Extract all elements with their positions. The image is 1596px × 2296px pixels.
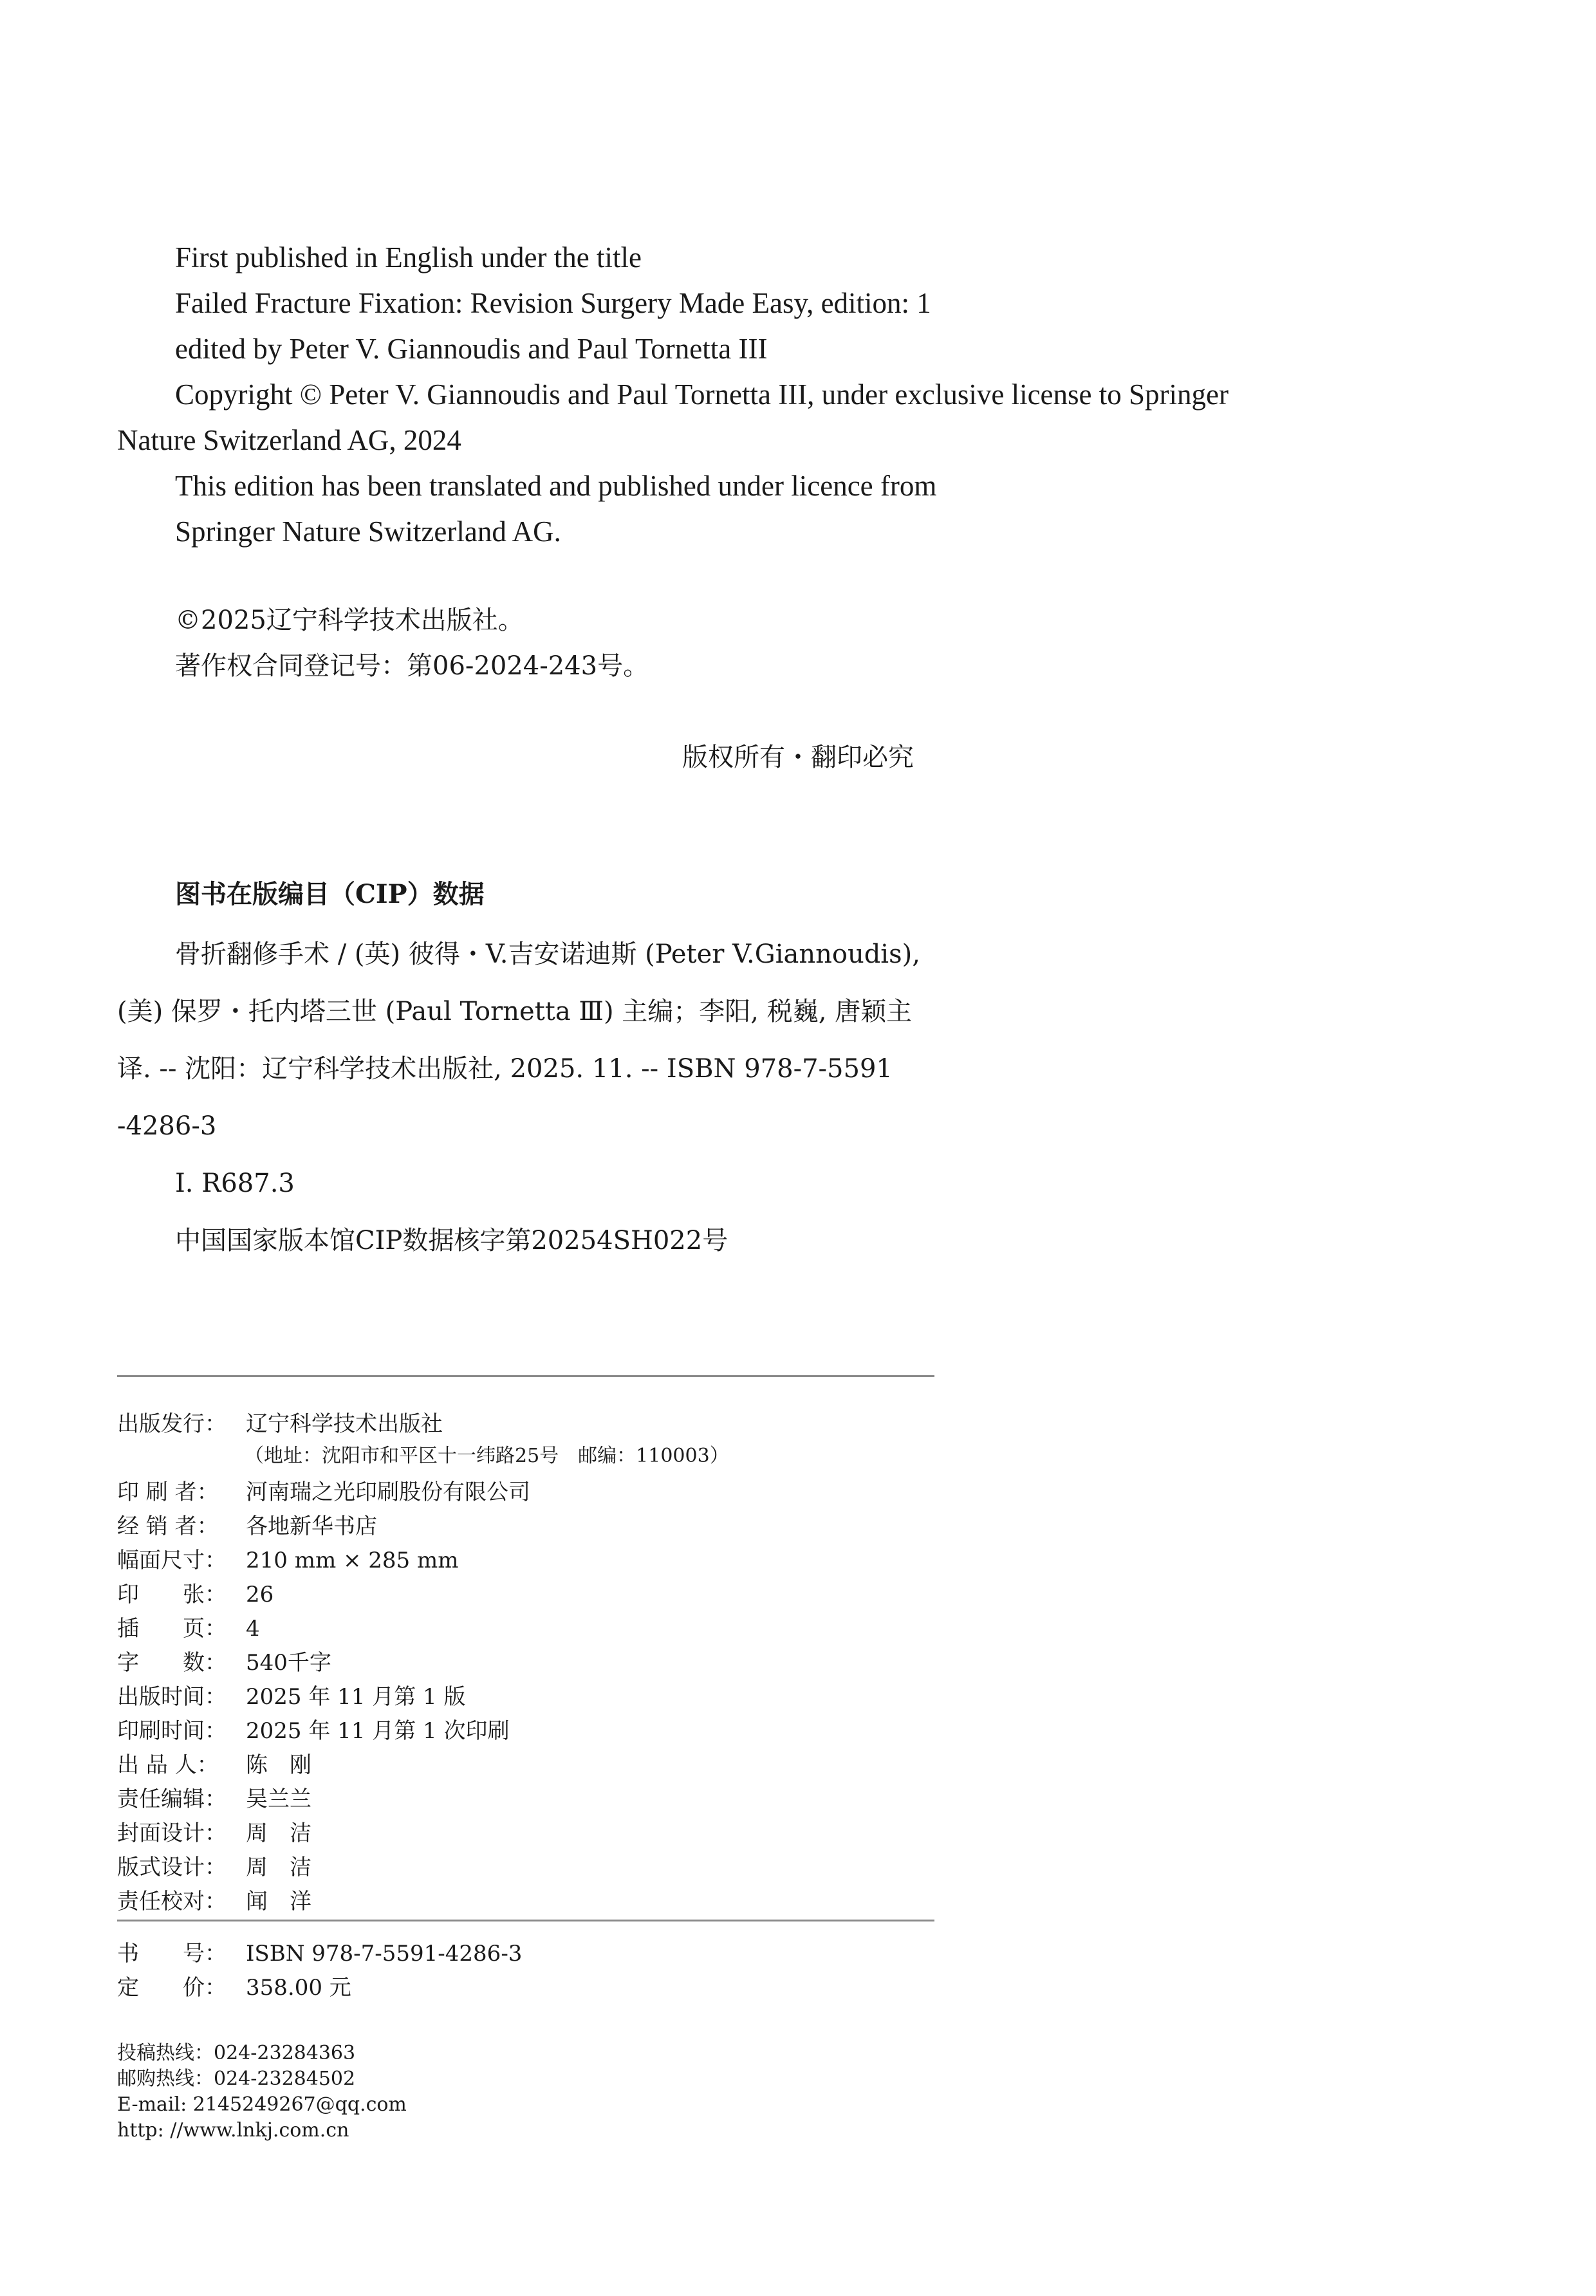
cip-approval: 中国国家版本馆CIP数据核字第20254SH022号 [175, 1226, 728, 1255]
imprint-row [117, 1652, 331, 1674]
imprint-row [117, 1584, 274, 1606]
copyright-en-line7: Springer Nature Switzerland AG. [175, 515, 561, 548]
imprint-label: 插 页： [117, 1616, 227, 1642]
copyright-en-line3: edited by Peter V. Giannoudis and Paul Tornetta III [175, 333, 768, 365]
imprint-value: 河南瑞之光印刷股份有限公司 [246, 1479, 530, 1505]
imprint-label: 版式设计： [117, 1855, 227, 1880]
imprint-row [117, 1856, 311, 1878]
imprint-label: 出版时间： [117, 1684, 227, 1710]
contact-submission-hotline: 投稿热线：024-23284363 [117, 2042, 356, 2064]
imprint-price [117, 1977, 351, 1999]
imprint-value: 陈 刚 [246, 1752, 311, 1778]
cip-line1: 骨折翻修手术 / (英) 彼得・V.吉安诺迪斯 (Peter V.Giannoudis), [175, 940, 920, 969]
imprint-row [117, 1788, 311, 1810]
copyright-en-line4: Copyright © Peter V. Giannoudis and Paul Tornetta III, under exclusive license to Springer [175, 378, 1229, 411]
copyright-en-line5: Nature Switzerland AG, 2024 [117, 424, 461, 456]
imprint-value: 吴兰兰 [246, 1786, 311, 1812]
imprint-label: 幅面尺寸： [117, 1548, 227, 1573]
copyright-en-line1: First published in English under the title [175, 241, 642, 273]
copyright-en-line2: Failed Fracture Fixation: Revision Surgery Made Easy, edition: 1 [175, 287, 931, 319]
imprint-isbn [117, 1943, 522, 1965]
imprint-value: 26 [246, 1582, 274, 1607]
imprint-row [117, 1481, 530, 1503]
imprint-row [117, 1515, 377, 1537]
contact-mail-order-hotline: 邮购热线：024-23284502 [117, 2068, 356, 2090]
imprint-top-rule [117, 1375, 934, 1377]
imprint-row [117, 1686, 465, 1708]
contact-email: E-mail: 2145249267@qq.com [117, 2093, 407, 2116]
imprint-label: 封面设计： [117, 1820, 227, 1846]
imprint-row [117, 1754, 311, 1776]
imprint-value: 周 洁 [246, 1855, 311, 1880]
imprint-label: 定 价： [117, 1975, 227, 2001]
imprint-row [117, 1822, 311, 1844]
cip-line4: -4286-3 [117, 1111, 217, 1141]
imprint-label: 印刷时间： [117, 1718, 227, 1744]
imprint-row [117, 1618, 260, 1640]
contact-website: http: //www.lnkj.com.cn [117, 2119, 349, 2142]
cip-heading: 图书在版编目（CIP）数据 [175, 879, 485, 909]
imprint-label: 书 号： [117, 1941, 227, 1967]
imprint-bottom-rule [117, 1920, 934, 1921]
imprint-value: 周 洁 [246, 1820, 311, 1846]
imprint-value: 辽宁科学技术出版社 [246, 1411, 443, 1437]
copyright-en-line6: This edition has been translated and published under licence from [175, 470, 937, 502]
imprint-label: 印 张： [117, 1582, 227, 1607]
imprint-value: 4 [246, 1616, 260, 1642]
imprint-label: 出 品 人： [117, 1752, 219, 1778]
imprint-label: 字 数： [117, 1650, 227, 1676]
copyright-cn-line1: ©2025辽宁科学技术出版社。 [175, 606, 524, 635]
imprint-label: 经 销 者： [117, 1514, 219, 1539]
imprint-label: 印 刷 者： [117, 1479, 219, 1505]
cip-line2: (美) 保罗・托内塔三世 (Paul Tornetta Ⅲ) 主编；李阳, 税巍, 唐颖主 [117, 997, 913, 1026]
imprint-label: 责任编辑： [117, 1786, 227, 1812]
imprint-value: 358.00 元 [246, 1975, 351, 2001]
cip-line3: 译. -- 沈阳：辽宁科学技术出版社, 2025. 11. -- ISBN 978-7-5591 [117, 1054, 893, 1084]
imprint-value: 各地新华书店 [246, 1514, 377, 1539]
copyright-registration: 著作权合同登记号：第06-2024-243号。 [175, 651, 649, 681]
imprint-value: ISBN 978-7-5591-4286-3 [246, 1941, 523, 1967]
imprint-row [117, 1720, 509, 1742]
imprint-value: 210 mm × 285 mm [246, 1548, 459, 1573]
imprint-label: 责任校对： [117, 1889, 227, 1914]
imprint-value: 540千字 [246, 1650, 331, 1676]
cip-classification: Ⅰ. R687.3 [175, 1169, 295, 1198]
imprint-value: 2025 年 11 月第 1 次印刷 [246, 1718, 510, 1744]
imprint-publisher [117, 1413, 443, 1435]
imprint-value: 闻 洋 [246, 1889, 311, 1914]
imprint-address: （地址：沈阳市和平区十一纬路25号 邮编：110003） [245, 1445, 729, 1467]
imprint-row [117, 1891, 311, 1912]
imprint-row [117, 1550, 458, 1571]
imprint-value: 2025 年 11 月第 1 版 [246, 1684, 466, 1710]
imprint-label: 出版发行： [117, 1411, 227, 1437]
rights-reserved: 版权所有・翻印必究 [682, 743, 914, 772]
